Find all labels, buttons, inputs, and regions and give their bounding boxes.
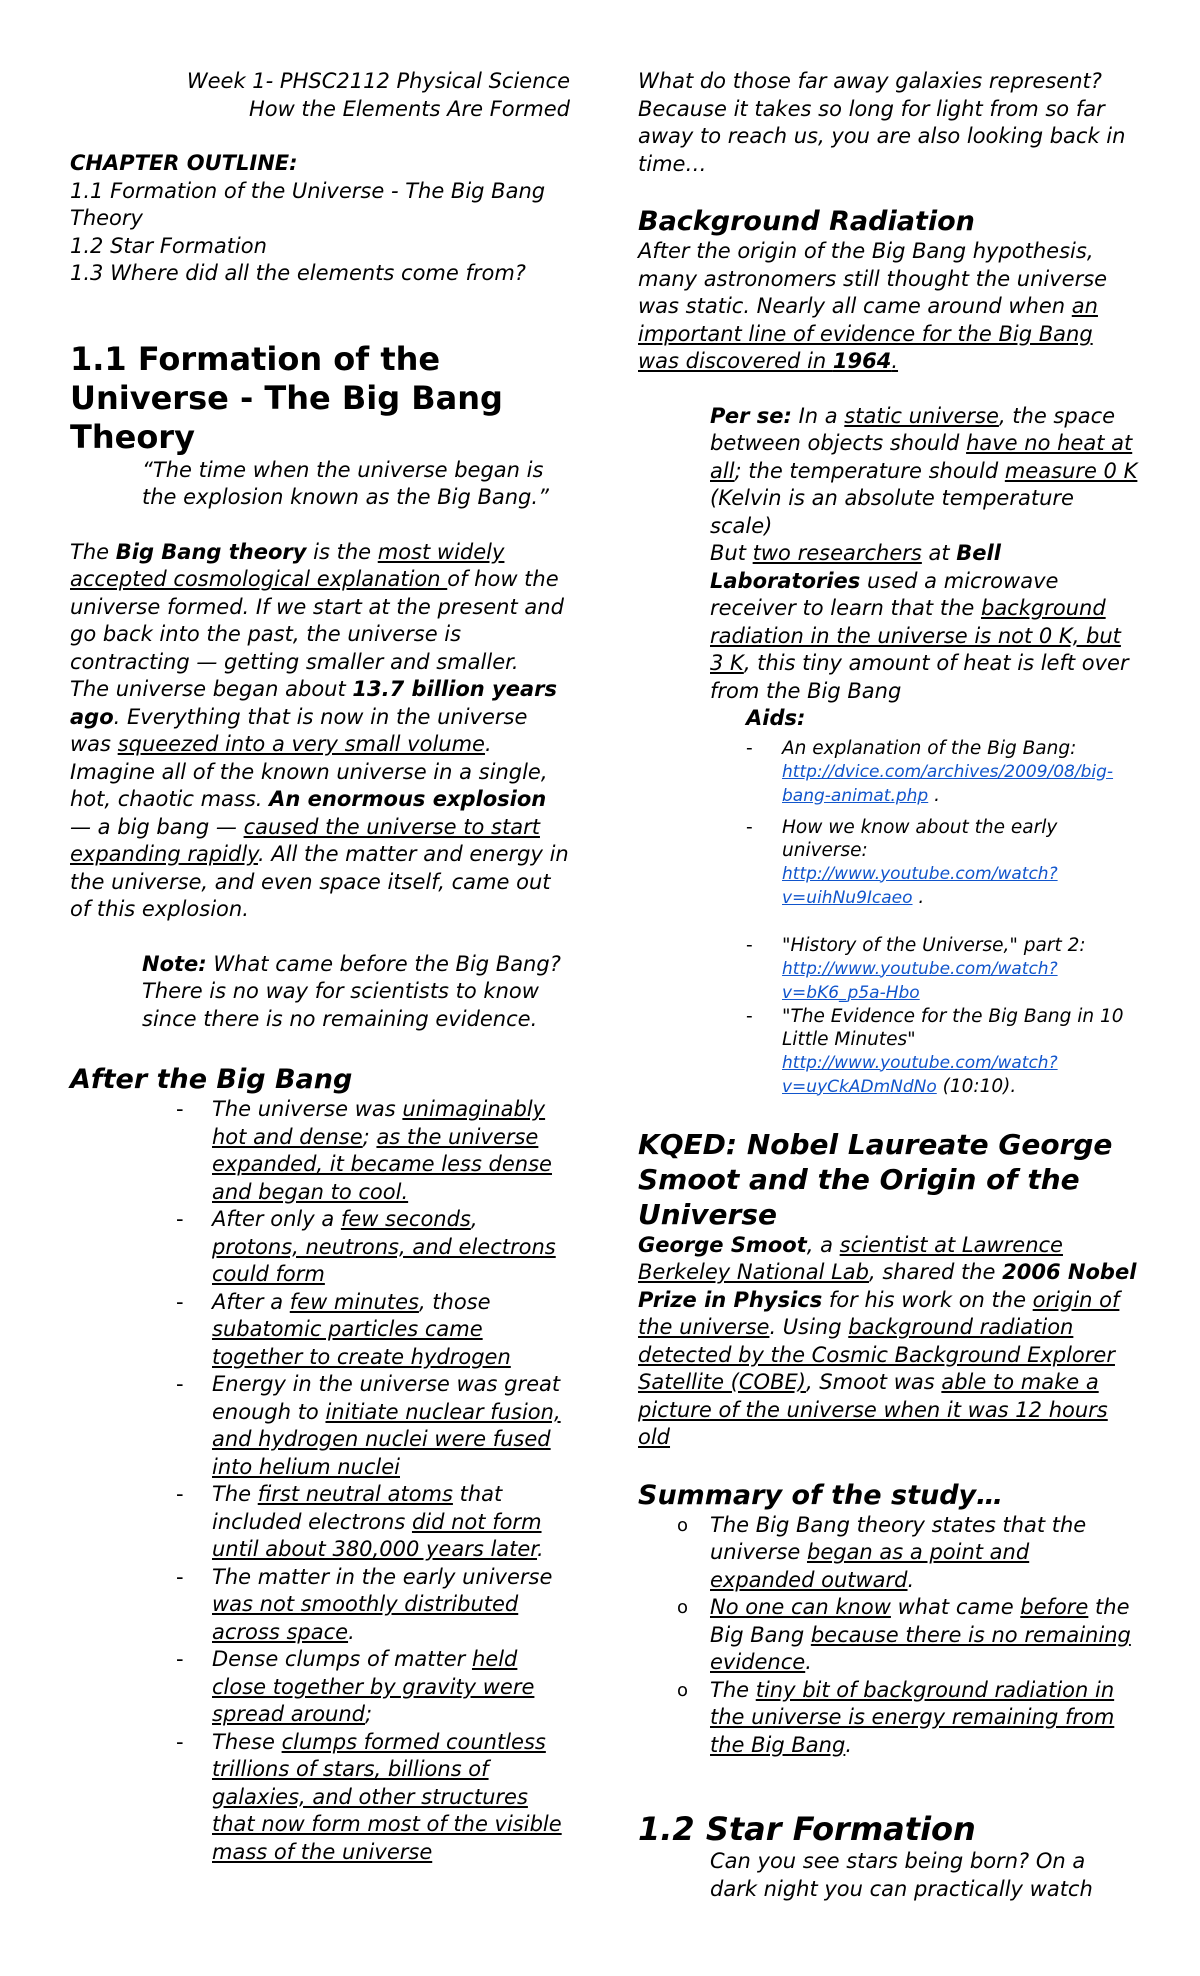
kqed-paragraph: George Smoot, a scientist at Lawrence Berkeley National Lab, shared the 2006 Nobel Prize in Physics for his work on the origin of the universe. Using background radiation detected by the Cosmic Background Explorer Satellite (COBE), Smoot was able to make a picture of the universe when it was 12 hours old	[638, 1232, 1137, 1449]
big-bang-paragraph-2: The universe began about 13.7 billion years ago. Everything that is now in the universe was squeezed into a very small volume. Imagine all of the known universe in a single, hot, chaotic mass. An enormous explosion — a big bang — caused the universe to start expanding rapidly. All the matter and energy in the universe, and even space itself, came out of this explosion.	[70, 677, 569, 921]
list-item: - Dense clumps of matter held close together by gravity were spread around;	[212, 1646, 570, 1729]
summary-item: o The tiny bit of background radiation in the universe is energy remaining from the Big Bang.	[710, 1677, 1138, 1760]
aid-item: - An explanation of the Big Bang: http://dvice.com/archives/2009/08/big-bang-animat.php .	[782, 737, 1138, 808]
outline-title: CHAPTER OUTLINE:	[70, 151, 298, 175]
big-bang-paragraph-1: The Big Bang theory is the most widely accepted cosmological explanation of how the universe formed. If we start at the present and go back into the past, the universe is contracting — getting smaller and smaller.	[70, 539, 564, 674]
background-radiation-paragraph: After the origin of the Big Bang hypothesis, many astronomers still thought the universe was static. Nearly all came around when an important line of evidence for the Big Bang was discovered in 1964.	[638, 239, 1108, 373]
header-topic: How the Elements Are Formed	[248, 96, 570, 121]
list-item: - The universe was unimaginably hot and dense; as the universe expanded, it became less dense and began to cool.	[212, 1096, 570, 1206]
aid-link[interactable]: http://www.youtube.com/watch?v=bK6_p5a-Hbo	[782, 958, 1058, 1003]
after-big-bang-list	[70, 1096, 570, 1866]
outline-item: 1.3 Where did all the elements come from?	[70, 261, 526, 285]
section-1-1-title: 1.1 Formation of the Universe - The Big Bang Theory	[70, 339, 503, 456]
aid-item: - "The Evidence for the Big Bang in 10 Little Minutes" http://www.youtube.com/watch?v=uyCkADmNdNo (10:10).	[782, 1005, 1138, 1099]
list-item: - These clumps formed countless trillions of stars, billions of galaxies, and other structures that now form most of the visible mass of the universe	[212, 1729, 570, 1867]
outline-item: 1.1 Formation of the Universe - The Big Bang Theory	[70, 178, 546, 230]
summary-title: Summary of the study…	[638, 1479, 1004, 1511]
aids-list	[638, 737, 1138, 1099]
document-header	[70, 68, 570, 123]
bell-labs-paragraph: But two researchers at Bell Laboratories used a microwave receiver to learn that the background radiation in the universe is not 0 K, but 3 K, this tiny amount of heat is left over from the Big Bang	[710, 541, 1129, 703]
galaxies-paragraph: What do those far away galaxies represent? Because it takes so long for light from so far away to reach us, you are also looking back in time…	[638, 69, 1126, 176]
section-1-2-title: 1.2 Star Formation	[638, 1810, 976, 1848]
list-item: - After only a few seconds, protons, neutrons, and electrons could form	[212, 1206, 570, 1289]
kqed-title: KQED: Nobel Laureate George Smoot and the Origin of the Universe	[638, 1127, 1113, 1231]
list-item: - The first neutral atoms that included electrons did not form until about 380,000 years later.	[212, 1481, 570, 1564]
summary-list	[638, 1512, 1138, 1760]
aid-item: - "History of the Universe," part 2: http://www.youtube.com/watch?v=bK6_p5a-Hbo	[782, 934, 1138, 1005]
header-course: Week 1- PHSC2112 Physical Science	[186, 69, 570, 93]
background-radiation-title: Background Radiation	[638, 206, 975, 237]
list-item: - The matter in the early universe was not smoothly distributed across space.	[212, 1564, 570, 1647]
per-se-block	[710, 403, 1138, 706]
star-formation-paragraph: Can you see stars being born? On a dark night you can practically watch	[710, 1849, 1093, 1901]
outline-item: 1.2 Star Formation	[70, 233, 267, 258]
list-item: - Energy in the universe was great enough to initiate nuclear fusion, and hydrogen nuclei were fused into helium nuclei	[212, 1371, 570, 1481]
big-bang-quote: “The time when the universe began is the explosion known as the Big Bang.”	[142, 457, 549, 509]
aids-label: Aids:	[746, 706, 806, 730]
note-paragraph: Note: What came before the Big Bang? There is no way for scientists to know since there is no remaining evidence.	[142, 951, 561, 1031]
aid-item: - How we know about the early universe: http://www.youtube.com/watch?v=uihNu9Icaeo .	[782, 816, 1138, 910]
summary-item: o No one can know what came before the Big Bang because there is no remaining evidence.	[710, 1594, 1138, 1677]
aid-link[interactable]: http://dvice.com/archives/2009/08/big-bang-animat.php	[782, 761, 1114, 806]
list-item: - After a few minutes, those subatomic particles came together to create hydrogen	[212, 1289, 570, 1372]
summary-item: o The Big Bang theory states that the universe began as a point and expanded outward.	[710, 1512, 1138, 1595]
aid-link[interactable]: http://www.youtube.com/watch?v=uyCkADmNdNo	[782, 1052, 1058, 1097]
left-column	[70, 68, 570, 1866]
after-big-bang-title: After the Big Bang	[70, 1064, 353, 1095]
right-column	[638, 68, 1138, 1903]
per-se-paragraph: Per se: In a static universe, the space between objects should have no heat at all; the temperature should measure 0 K (Kelvin is an absolute temperature scale)	[710, 403, 1138, 538]
chapter-outline	[70, 150, 570, 288]
aid-link[interactable]: http://www.youtube.com/watch?v=uihNu9Icaeo	[782, 863, 1058, 908]
